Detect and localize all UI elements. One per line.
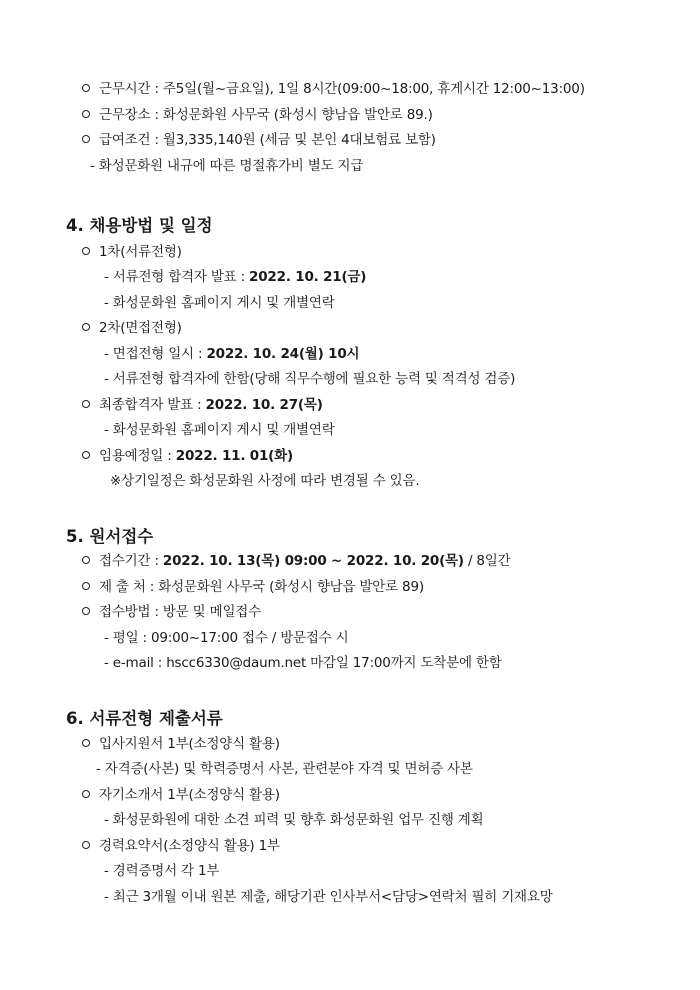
bullet-circle-icon xyxy=(82,556,90,564)
round1-notice: - 화성문화원 홈페이지 게시 및 개별연락 xyxy=(104,295,335,311)
bullet-circle-icon xyxy=(82,607,90,615)
workplace-text: 근무장소 : 화성문화원 사무국 (화성시 향남읍 발안로 89.) xyxy=(99,107,433,123)
method-text: 접수방법 : 방문 및 메일접수 xyxy=(99,604,261,620)
round2-interview xyxy=(104,345,359,363)
final-label: 최종합격자 발표 : xyxy=(99,397,206,413)
bullet-circle-icon xyxy=(82,135,90,143)
work-hours-item xyxy=(82,80,585,98)
round2-interview-label: - 면접전형 일시 : xyxy=(104,346,207,362)
career-text: 경력요약서(소정양식 활용) 1부 xyxy=(99,838,280,854)
career-item xyxy=(82,837,280,855)
period-item xyxy=(82,552,510,570)
schedule-note: ※상기일정은 화성문화원 사정에 따라 변경될 수 있음. xyxy=(110,473,420,489)
work-hours-text: 근무시간 : 주5일(월~금요일), 1일 8시간(09:00~18:00, 휴게시간 12:00~13:00) xyxy=(99,81,585,97)
bullet-circle-icon xyxy=(82,841,90,849)
method-item xyxy=(82,603,261,621)
place-item xyxy=(82,578,424,596)
final-item xyxy=(82,396,323,414)
bullet-circle-icon xyxy=(82,247,90,255)
appoint-label: 임용예정일 : xyxy=(99,448,176,464)
section-6-heading: 6. 서류전형 제출서류 xyxy=(66,709,223,728)
bullet-circle-icon xyxy=(82,323,90,331)
period-days: / 8일간 xyxy=(463,553,511,569)
round2-item xyxy=(82,319,182,337)
round1-announce-date: 2022. 10. 21(금) xyxy=(249,269,367,285)
career-detail-1: - 경력증명서 각 1부 xyxy=(104,863,220,879)
bullet-circle-icon xyxy=(82,582,90,590)
section-5-heading: 5. 원서접수 xyxy=(66,527,154,546)
application-text: 입사지원서 1부(소정양식 활용) xyxy=(99,736,280,752)
holiday-pay-text: - 화성문화원 내규에 따른 명절휴가비 별도 지급 xyxy=(90,158,364,174)
bullet-circle-icon xyxy=(82,110,90,118)
bullet-circle-icon xyxy=(82,739,90,747)
workplace-item xyxy=(82,106,433,124)
round1-text: 1차(서류전형) xyxy=(99,244,182,260)
period-label: 접수기간 : xyxy=(99,553,163,569)
application-item xyxy=(82,735,280,753)
email-text: - e-mail : hscc6330@daum.net 마감일 17:00까지 도착분에 한함 xyxy=(104,655,502,671)
final-date: 2022. 10. 27(목) xyxy=(205,397,323,413)
round1-announce-label: - 서류전형 합격자 발표 : xyxy=(104,269,250,285)
intro-detail: - 화성문화원에 대한 소견 피력 및 향후 화성문화원 업무 진행 계획 xyxy=(104,812,484,828)
intro-text: 자기소개서 1부(소정양식 활용) xyxy=(99,787,280,803)
section-4-heading: 4. 채용방법 및 일정 xyxy=(66,216,213,235)
round2-text: 2차(면접전형) xyxy=(99,320,182,336)
bullet-circle-icon xyxy=(82,790,90,798)
salary-text: 급여조건 : 월3,335,140원 (세금 및 본인 4대보험료 보함) xyxy=(99,132,436,148)
round2-condition: - 서류전형 합격자에 한함(당해 직무수행에 필요한 능력 및 적격성 검증) xyxy=(104,371,516,387)
visit-text: - 평일 : 09:00~17:00 접수 / 방문접수 시 xyxy=(104,630,349,646)
application-detail: - 자격증(사본) 및 학력증명서 사본, 관련분야 자격 및 면허증 사본 xyxy=(96,761,473,777)
salary-item xyxy=(82,131,436,149)
place-text: 제 출 처 : 화성문화원 사무국 (화성시 향남읍 발안로 89) xyxy=(99,579,424,595)
intro-item xyxy=(82,786,280,804)
bullet-circle-icon xyxy=(82,451,90,459)
round2-interview-date: 2022. 10. 24(월) 10시 xyxy=(206,346,360,362)
bullet-circle-icon xyxy=(82,400,90,408)
round1-item xyxy=(82,243,182,261)
career-detail-2: - 최근 3개월 이내 원본 제출, 해당기관 인사부서<담당>연락처 필히 기재요망 xyxy=(104,889,553,905)
appoint-date: 2022. 11. 01(화) xyxy=(175,448,293,464)
period-value: 2022. 10. 13(목) 09:00 ~ 2022. 10. 20(목) xyxy=(162,553,464,569)
round1-announce xyxy=(104,268,366,286)
appoint-item xyxy=(82,447,293,465)
final-notice: - 화성문화원 홈페이지 게시 및 개별연락 xyxy=(104,422,335,438)
bullet-circle-icon xyxy=(82,84,90,92)
